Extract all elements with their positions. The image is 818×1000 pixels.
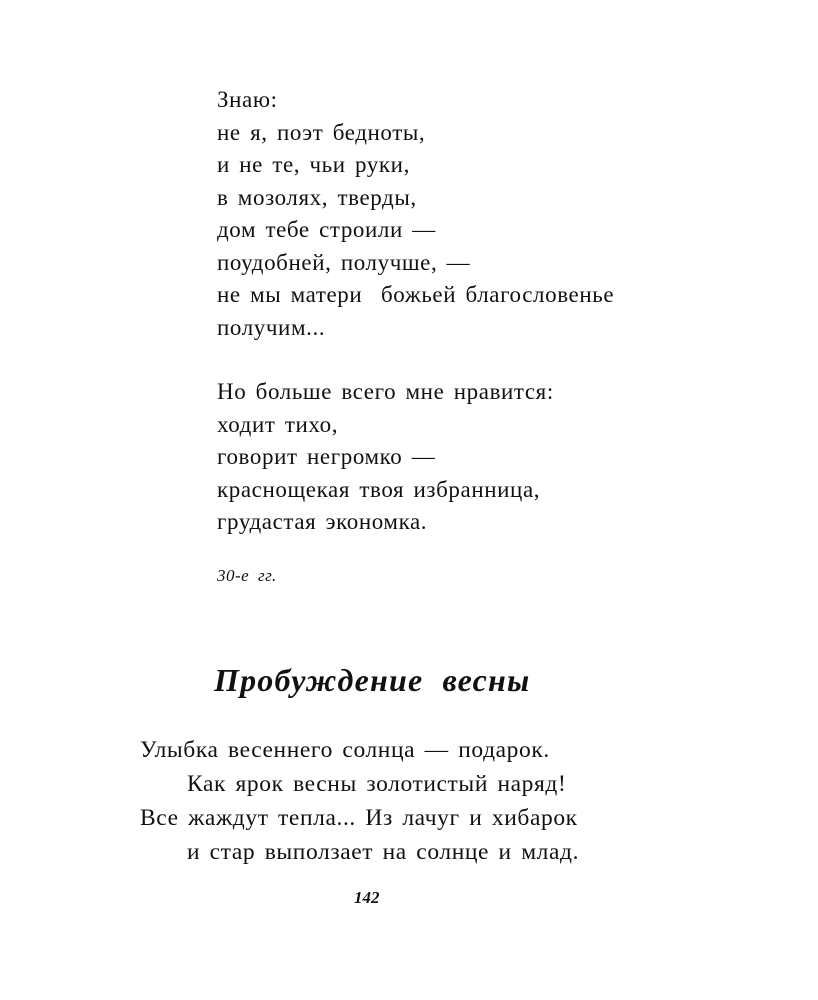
poem-title: Пробуждение весны	[214, 662, 531, 698]
poem-stanza-2	[217, 376, 554, 539]
poem-line: и не те, чьи руки,	[217, 152, 410, 177]
poem-line: ходит тихо,	[217, 411, 339, 437]
poem-stanza-3	[140, 733, 579, 869]
poem-line: говорит негромко —	[217, 444, 436, 469]
poem-line: краснощекая твоя избранница,	[217, 476, 541, 502]
poem-line: поудобней, получше, —	[217, 249, 471, 275]
poem-line: не мы матери божьей благословенье	[217, 282, 615, 307]
poem-line: не я, поэт бедноты,	[217, 119, 426, 145]
poem-line: получим...	[217, 314, 326, 340]
poem-line: дом тебе строили —	[217, 217, 436, 242]
poem-line: Все жаждут тепла... Из лачуг и хибарок	[140, 805, 578, 831]
poem-date: 30-е гг.	[217, 566, 277, 585]
poem-stanza-1	[217, 84, 614, 344]
poem-line: в мозолях, тверды,	[217, 184, 417, 210]
poem-line: Но больше всего мне нравится:	[217, 379, 554, 404]
poem-line: Улыбка весеннего солнца — подарок.	[140, 737, 550, 763]
page-number: 142	[354, 888, 380, 907]
poem-line: Как ярок весны золотистый наряд!	[187, 771, 567, 797]
poem-line: и стар выползает на солнце и млад.	[187, 839, 580, 865]
poem-line: грудастая экономка.	[217, 509, 428, 534]
poem-line: Знаю:	[217, 87, 278, 112]
